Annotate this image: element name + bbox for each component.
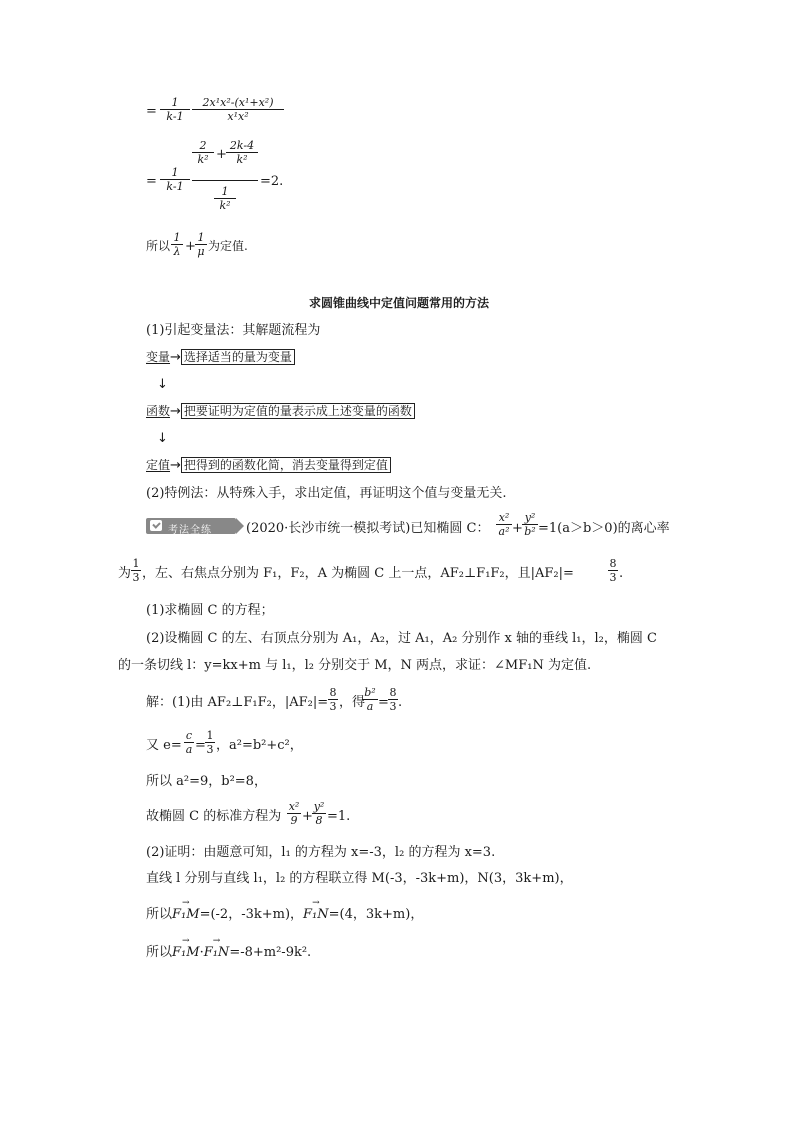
fraction: b² a — [362, 687, 378, 712]
exercise-source: (2020·长沙市统一模拟考试)已知椭圆 C： — [246, 521, 490, 536]
fraction: y² 8 — [313, 800, 325, 827]
fraction: 2k-4 k² — [226, 140, 258, 165]
fraction: 1 k² — [214, 186, 236, 211]
flow-step-1: 变量→ 选择适当的量为变量 — [146, 351, 295, 364]
solution-line-5: (2)证明：由题意可知，l₁ 的方程为 x=-3，l₂ 的方程为 x=3. — [146, 845, 496, 860]
fraction: 1 k-1 — [160, 167, 190, 192]
vector: → F₁M — [172, 908, 200, 921]
fraction: x² 9 — [288, 800, 300, 827]
main-fraction-bar — [192, 180, 258, 181]
fraction: 2x¹x²-(x¹+x²) x¹x² — [192, 97, 284, 122]
question-2-line-2: 的一条切线 l：y=kx+m 与 l₁，l₂ 分别交于 M，N 两点，求证：∠MF₁N 为定值. — [118, 658, 592, 673]
exercise-badge: 考法全练 — [146, 518, 236, 534]
equation-tail: =1(a＞b＞0)的离心率 — [538, 521, 670, 536]
down-arrow-icon: ↓ — [157, 377, 168, 392]
solution-line-1: 解：(1)由 AF₂⊥F₁F₂，|AF₂|= — [146, 695, 329, 710]
flow-step-3: 定值→ 把得到的函数化简，消去变量得到定值 — [146, 459, 391, 472]
question-1: (1)求椭圆 C 的方程； — [146, 603, 274, 618]
conclusion-prefix: 所以 — [146, 239, 171, 253]
vector: → F₁N — [303, 908, 329, 921]
solution-line-3: 所以 a²=9，b²=8， — [146, 774, 267, 789]
text: = — [378, 695, 389, 710]
question-2-line-1: (2)设椭圆 C 的左、右顶点分别为 A₁，A₂，过 A₁，A₂ 分别作 x 轴的垂线 l₁，l₂，椭圆 C — [146, 631, 657, 646]
conclusion-suffix: 为定值. — [208, 239, 248, 253]
text: . — [398, 695, 403, 710]
method-title: 求圆锥曲线中定值问题常用的方法 — [309, 296, 490, 310]
method-item-1: (1)引起变量法：其解题流程为 — [146, 323, 321, 338]
text: ，得 — [339, 695, 366, 710]
result: =2. — [260, 174, 284, 189]
plus-sign: + — [302, 809, 313, 824]
flow-step-2: 函数→ 把要证明为定值的量表示成上述变量的函数 — [146, 405, 415, 418]
plus-sign: + — [185, 239, 196, 254]
fraction: 2 k² — [192, 140, 214, 165]
text: = — [195, 738, 206, 753]
fraction: c a — [185, 729, 193, 756]
equals-sign: = — [146, 104, 157, 119]
equals-sign: = — [146, 174, 157, 189]
solution-line-8: 所以→ F₁M·→ F₁N=-8+m²-9k². — [146, 946, 311, 959]
fraction: 1 3 — [132, 557, 140, 584]
checkmark-icon — [150, 520, 162, 531]
fraction: 8 3 — [329, 686, 337, 713]
fraction: 1 μ — [195, 232, 207, 257]
fraction: y² b² — [522, 512, 538, 537]
text: =1. — [327, 809, 351, 824]
text: 为 — [118, 566, 132, 581]
fraction: x² a² — [496, 512, 512, 537]
vector: → F₁N — [204, 946, 230, 959]
fraction: 8 3 — [389, 686, 397, 713]
down-arrow-icon: ↓ — [157, 431, 168, 446]
vector: → F₁M — [172, 946, 200, 959]
fraction: 1 3 — [206, 729, 214, 756]
method-item-2: (2)特例法：从特殊入手，求出定值，再证明这个值与变量无关. — [146, 486, 507, 501]
plus-sign: + — [216, 147, 227, 162]
solution-line-7: 所以→ F₁M=(-2，-3k+m)，→ F₁N=(4，3k+m)， — [146, 908, 423, 921]
fraction: 1 k-1 — [160, 97, 190, 122]
fraction: 8 3 — [609, 557, 617, 584]
solution-line-2: 又 e= — [146, 738, 182, 753]
solution-line-4: 故椭圆 C 的标准方程为 — [146, 809, 282, 824]
text: ，a²=b²+c²， — [216, 738, 303, 753]
text: . — [619, 566, 624, 581]
fraction: 1 λ — [171, 232, 183, 257]
exercise-line-2: ，左、右焦点分别为 F₁，F₂，A 为椭圆 C 上一点，AF₂⊥F₁F₂，且|AF₂|= — [142, 566, 574, 581]
solution-line-6: 直线 l 分别与直线 l₁，l₂ 的方程联立得 M(-3，-3k+m)，N(3，3k+m)， — [146, 871, 573, 886]
